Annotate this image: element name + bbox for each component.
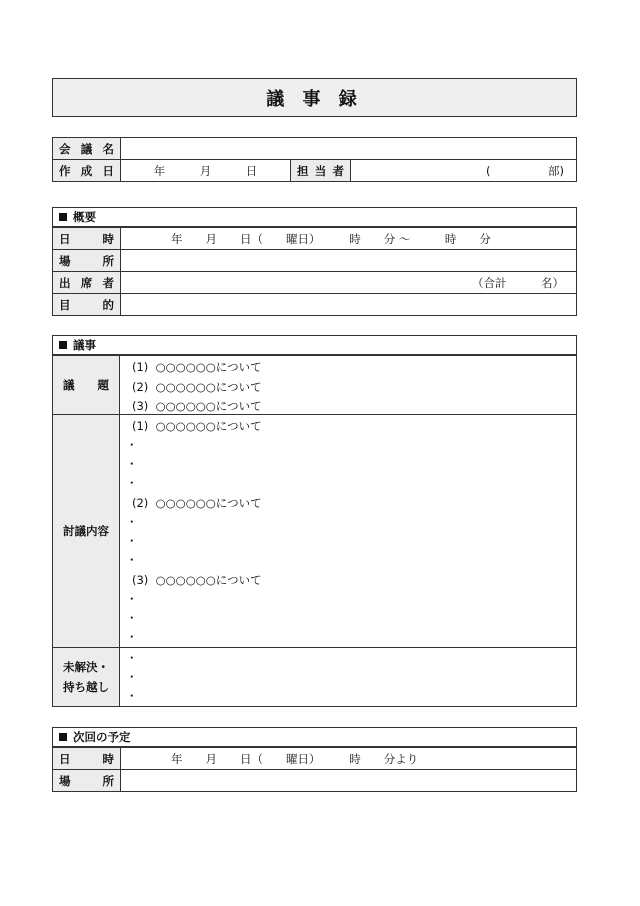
pending-line: ・ [126, 651, 138, 665]
discussion-line: ・ [126, 438, 138, 452]
agenda-section-header [52, 335, 577, 355]
discussion-line: ・ [126, 553, 138, 567]
next-place-field[interactable] [121, 770, 577, 792]
purpose-label: 目 的 [53, 294, 121, 316]
next-section-header [52, 727, 577, 747]
topic-item: (2) ○○○○○○について [132, 380, 262, 394]
discussion-line: ・ [126, 457, 138, 471]
topic-item: (3) ○○○○○○について [132, 399, 262, 413]
overview-place-field[interactable] [121, 250, 577, 272]
pending-line: ・ [126, 670, 138, 684]
square-bullet-icon [59, 733, 67, 741]
overview-table [52, 227, 577, 316]
discussion-line: ・ [126, 515, 138, 529]
discussion-line: (1) ○○○○○○について [132, 419, 262, 433]
created-date-label: 作 成 日 [53, 160, 121, 182]
pending-line: ・ [126, 689, 138, 703]
meeting-name-label: 会 議 名 [53, 138, 121, 160]
attendees-field[interactable]: （合計 名） [121, 272, 577, 294]
document-title: 議 事 録 [52, 78, 577, 117]
person-label: 担 当 者 [291, 160, 351, 182]
discussion-line: ・ [126, 611, 138, 625]
discussion-line: ・ [126, 476, 138, 490]
topic-item: (1) ○○○○○○について [132, 360, 262, 374]
discussion-line: ・ [126, 534, 138, 548]
discussion-line: (2) ○○○○○○について [132, 496, 262, 510]
purpose-field[interactable] [121, 294, 577, 316]
pending-label: 未解決・ 持ち越し [52, 647, 120, 707]
square-bullet-icon [59, 341, 67, 349]
overview-place-label: 場 所 [53, 250, 121, 272]
agenda-section-title: 議事 [73, 338, 96, 352]
overview-section-header [52, 207, 577, 227]
header-table [52, 137, 577, 182]
discussion-label: 討議内容 [52, 414, 120, 648]
pending-field[interactable] [119, 647, 577, 707]
next-datetime-label: 日 時 [53, 748, 121, 770]
topics-label: 議 題 [52, 355, 120, 415]
discussion-line: (3) ○○○○○○について [132, 573, 262, 587]
next-datetime-field[interactable]: 年 月 日（ 曜日） 時 分より [121, 748, 577, 770]
overview-datetime-label: 日 時 [53, 228, 121, 250]
discussion-line: ・ [126, 592, 138, 606]
next-place-label: 場 所 [53, 770, 121, 792]
attendees-label: 出 席 者 [53, 272, 121, 294]
next-section-title: 次回の予定 [73, 730, 131, 744]
person-field[interactable]: ( 部) [351, 160, 577, 182]
overview-section-title: 概要 [73, 210, 96, 224]
meeting-name-field[interactable] [121, 138, 577, 160]
next-table [52, 747, 577, 792]
discussion-line: ・ [126, 630, 138, 644]
overview-datetime-field[interactable]: 年 月 日（ 曜日） 時 分 〜 時 分 [121, 228, 577, 250]
square-bullet-icon [59, 213, 67, 221]
created-date-field[interactable]: 年 月 日 [121, 160, 291, 182]
discussion-field[interactable] [119, 414, 577, 648]
